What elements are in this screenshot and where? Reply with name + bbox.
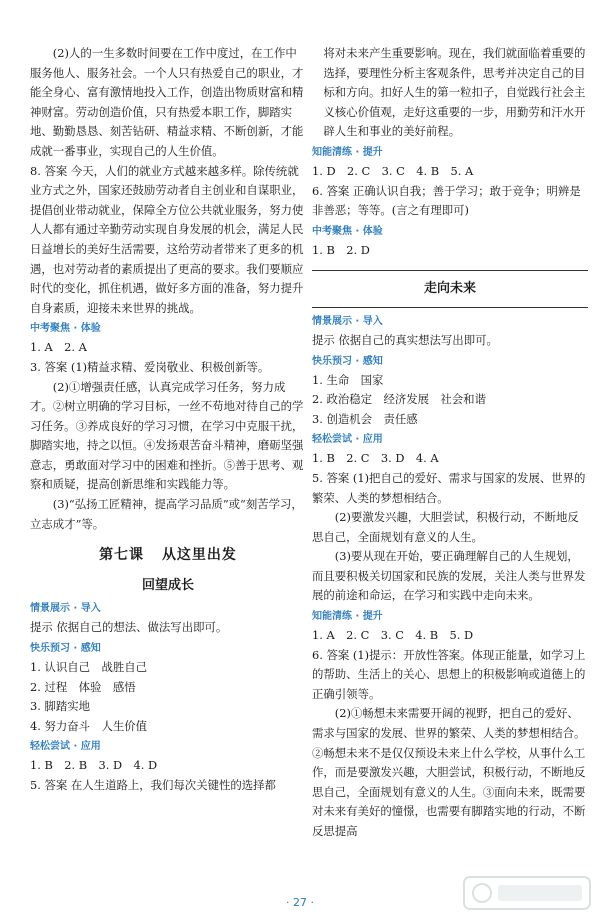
section-heading: 轻松尝试 · 应用	[30, 741, 101, 753]
section-title: 回望成长	[141, 577, 194, 593]
answer-line: 2. 过程 体验 感悟	[30, 679, 136, 694]
answer-5: 5. 答案 在人生道路上，我们每次关键性的选择都	[30, 778, 276, 792]
tip-line: 提示 依据自己的想法、做法写出即可。	[30, 620, 228, 635]
watermark-logo-icon	[462, 873, 592, 913]
answer-line: 1. A 2. A	[30, 340, 87, 355]
answer-paragraph: (3)要从现在开始，要正确理解自己的人生规划，而且要积极关切国家和民族的发展，关注人类与世界发展的前途和命运，在学习和实践中走向未来。	[312, 549, 586, 603]
answer-line: 1. 认识自己 战胜自己	[30, 660, 148, 675]
answer-paragraph: (2)①畅想未来需要开阔的视野，把自己的爱好、需求与国家的发展、世界的繁荣、人类的梦想相结合。②畅想未来不是仅仅预设未来上什么学校，从事什么工作，而是要激发兴趣，大胆尝试，积极行动，不断地反思自己，全面规划有意义的人生。③面向未来，既需要对未来有美好的憧憬，也需要有脚踏实地的行动，不断反思提高	[312, 706, 586, 838]
answer-line: 2. 政治稳定 经济发展 社会和谐	[312, 392, 486, 407]
answer-6: 6. 答案 正确认识自我；善于学习；敢于竞争；明辨是非善恶；等等。(言之有理即可)	[312, 183, 581, 218]
page-number: · 27 ·	[286, 896, 314, 909]
lesson-title	[30, 546, 306, 566]
answer-line: 3. 创造机会 责任感	[312, 411, 418, 426]
answer-line: 1. B 2. D	[312, 242, 370, 257]
left-column	[30, 44, 306, 796]
right-column	[312, 44, 588, 842]
answer-5: 5. 答案 (1)把自己的爱好、需求与国家的发展、世界的繁荣、人类的梦想相结合。	[312, 470, 586, 505]
answer-paragraph: (2)要激发兴趣，大胆尝试，积极行动，不断地反思自己，全面规划有意义的人生。	[312, 510, 579, 544]
section-heading: 情景展示 · 导入	[312, 315, 383, 327]
answer-line: 3. 脚踏实地	[30, 699, 91, 714]
section-heading: 情景展示 · 导入	[30, 603, 101, 615]
section-heading: 轻松尝试 · 应用	[312, 434, 383, 446]
answer-paragraph: 将对未来产生重要影响。现在，我们就面临着重要的选择，要理性分析主客观条件，思考并决定自己的目标和方向。扣好人生的第一粒扣子，自觉践行社会主义核心价值观，走好这重要的一步，用勤劳和汗水开辟人生和事业的美好前程。	[323, 46, 586, 139]
section-heading: 知能清练 · 提升	[312, 611, 383, 623]
section-heading: 中考聚焦 · 体验	[30, 323, 101, 335]
lesson-number: 第七课	[99, 547, 145, 564]
section-heading: 快乐预习 · 感知	[30, 643, 101, 655]
section-heading: 中考聚焦 · 体验	[312, 225, 383, 237]
answer-paragraph: (2)①增强责任感，认真完成学习任务，努力成才。②树立明确的学习目标，一丝不苟地对待自己的学习任务。③养成良好的学习习惯，在学习中克服干扰，脚踏实地，持之以恒。④发扬艰苦奋斗精神，磨砺坚强意志，勇敢面对学习中的困难和挫折。⑤善于思考、观察和质疑，提高创新思维和实践能力等。	[30, 379, 304, 492]
section-heading: 知能清练 · 提升	[312, 146, 383, 158]
section-heading: 快乐预习 · 感知	[312, 355, 383, 367]
answer-line: 1. B 2. B 3. D 4. D	[30, 758, 158, 773]
answer-6: 6. 答案 (1)提示：开放性答案。体现正能量，如学习上的帮助、生活上的关心、思想上的积极影响或道德上的正确引领等。	[312, 647, 586, 701]
answer-line: 1. D 2. C 3. C 4. B 5. A	[312, 163, 474, 178]
answer-line: 1. A 2. C 3. C 4. B 5. D	[312, 628, 474, 643]
section-title: 走向未来	[312, 270, 588, 308]
answer-line: 1. B 2. C 3. D 4. A	[312, 451, 439, 466]
answer-line: 4. 努力奋斗 人生价值	[30, 718, 148, 733]
answer-3: 3. 答案 (1)精益求精、爱岗敬业、积极创新等。	[30, 359, 270, 374]
lesson-name: 从这里出发	[161, 547, 237, 564]
answer-paragraph: (2)人的一生多数时间要在工作中度过，在工作中服务他人、服务社会。一个人只有热爱自己的职业，才能全身心、富有激情地投入工作，创造出物质财富和精神财富。劳动创造价值，只有热爱本职工作，脚踏实地、勤勤恳恳、刻苦钻研、精益求精、不断创新，才能成就一番事业，实现自己的人生价值。	[30, 46, 304, 158]
answer-line: 1. 生命 国家	[312, 372, 384, 387]
answer-paragraph: (3)“弘扬工匠精神，提高学习品质”或“刻苦学习，立志成才”等。	[30, 497, 303, 531]
answer-8: 8. 答案 今天，人们的就业方式越来越多样。除传统就业方式之外，国家还鼓励劳动者自主创业和自谋职业，提倡创业带动就业，保障全方位公共就业服务，努力使人人都有通过辛勤劳动实现自身发展的机会，满足人民日益增长的美好生活需要，这给劳动者带来了更多的机遇，也对劳动者的素质提出了更高的要求。我们要顺应时代的变化，抓住机遇，做好多方面的准备，努力提升自身素质，迎接未来世界的挑战。	[30, 163, 304, 315]
tip-line: 提示 依据自己的真实想法写出即可。	[312, 332, 498, 347]
